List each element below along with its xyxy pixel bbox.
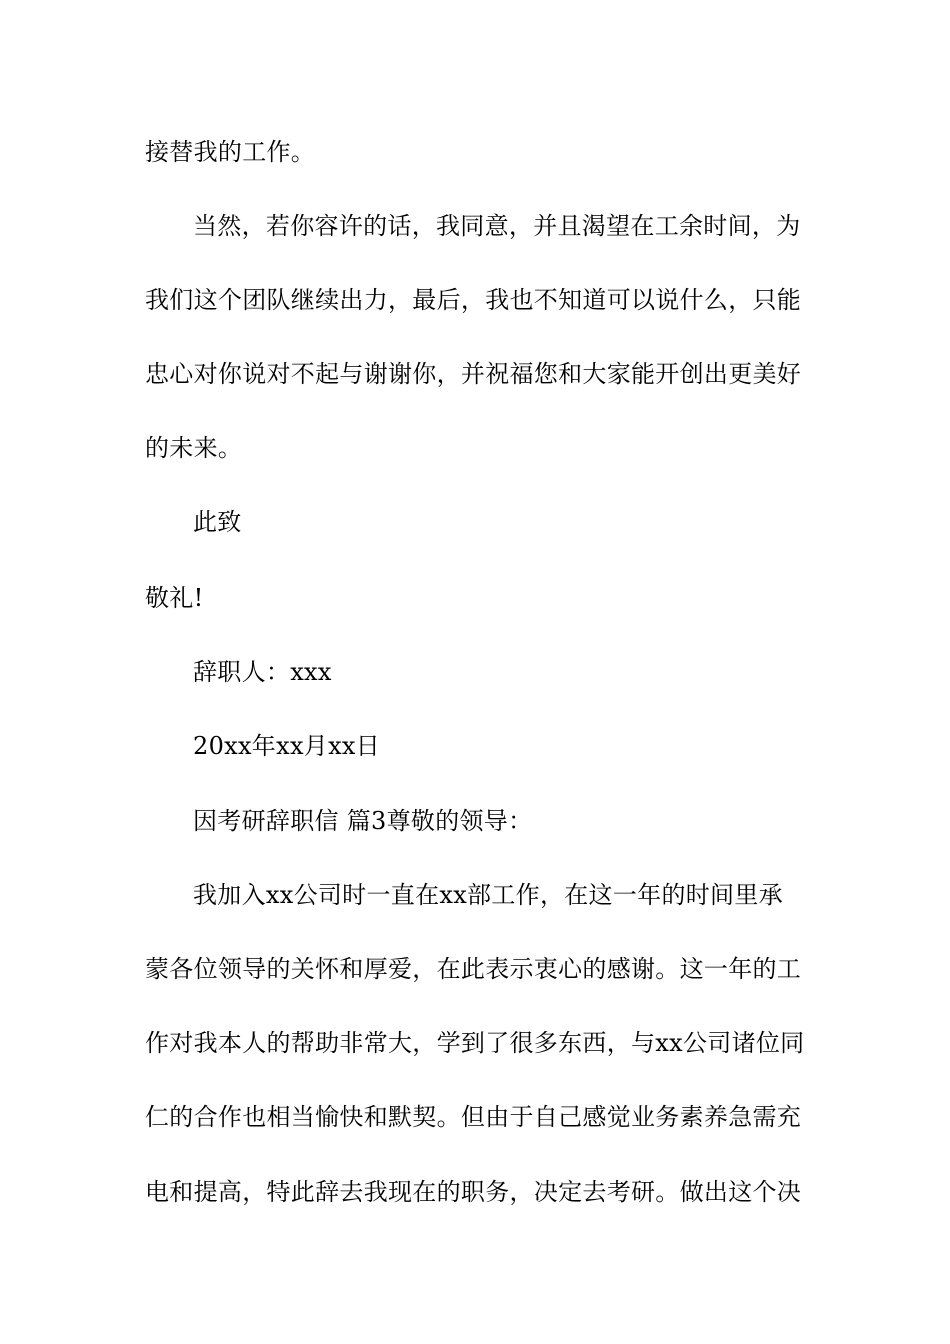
signature-name: 辞职人：xxx	[193, 658, 332, 686]
text-line: 当然，若你容许的话，我同意，并且渴望在工余时间，为	[193, 212, 801, 240]
text-line: 我们这个团队继续出力，最后，我也不知道可以说什么，只能	[145, 286, 802, 314]
salutation-regards: 敬礼!	[145, 584, 204, 612]
text-line: 忠心对你说对不起与谢谢你，并祝福您和大家能开创出更美好	[145, 360, 802, 388]
salutation-closing: 此致	[193, 508, 242, 536]
text-line: 我加入xx公司时一直在xx部工作，在这一年的时间里承	[193, 881, 783, 909]
text-line: 作对我本人的帮助非常大，学到了很多东西，与xx公司诸位同	[145, 1029, 805, 1057]
text-line: 的未来。	[145, 434, 243, 462]
text-line: 蒙各位领导的关怀和厚爱，在此表示衷心的感谢。这一年的工	[145, 955, 802, 983]
section-heading: 因考研辞职信 篇3尊敬的领导：	[193, 807, 533, 835]
text-line: 仁的合作也相当愉快和默契。但由于自己感觉业务素养急需充	[145, 1103, 802, 1131]
text-line: 接替我的工作。	[145, 138, 316, 166]
text-line: 电和提高，特此辞去我现在的职务，决定去考研。做出这个决	[145, 1178, 802, 1206]
signature-date: 20xx年xx月xx日	[193, 732, 381, 760]
